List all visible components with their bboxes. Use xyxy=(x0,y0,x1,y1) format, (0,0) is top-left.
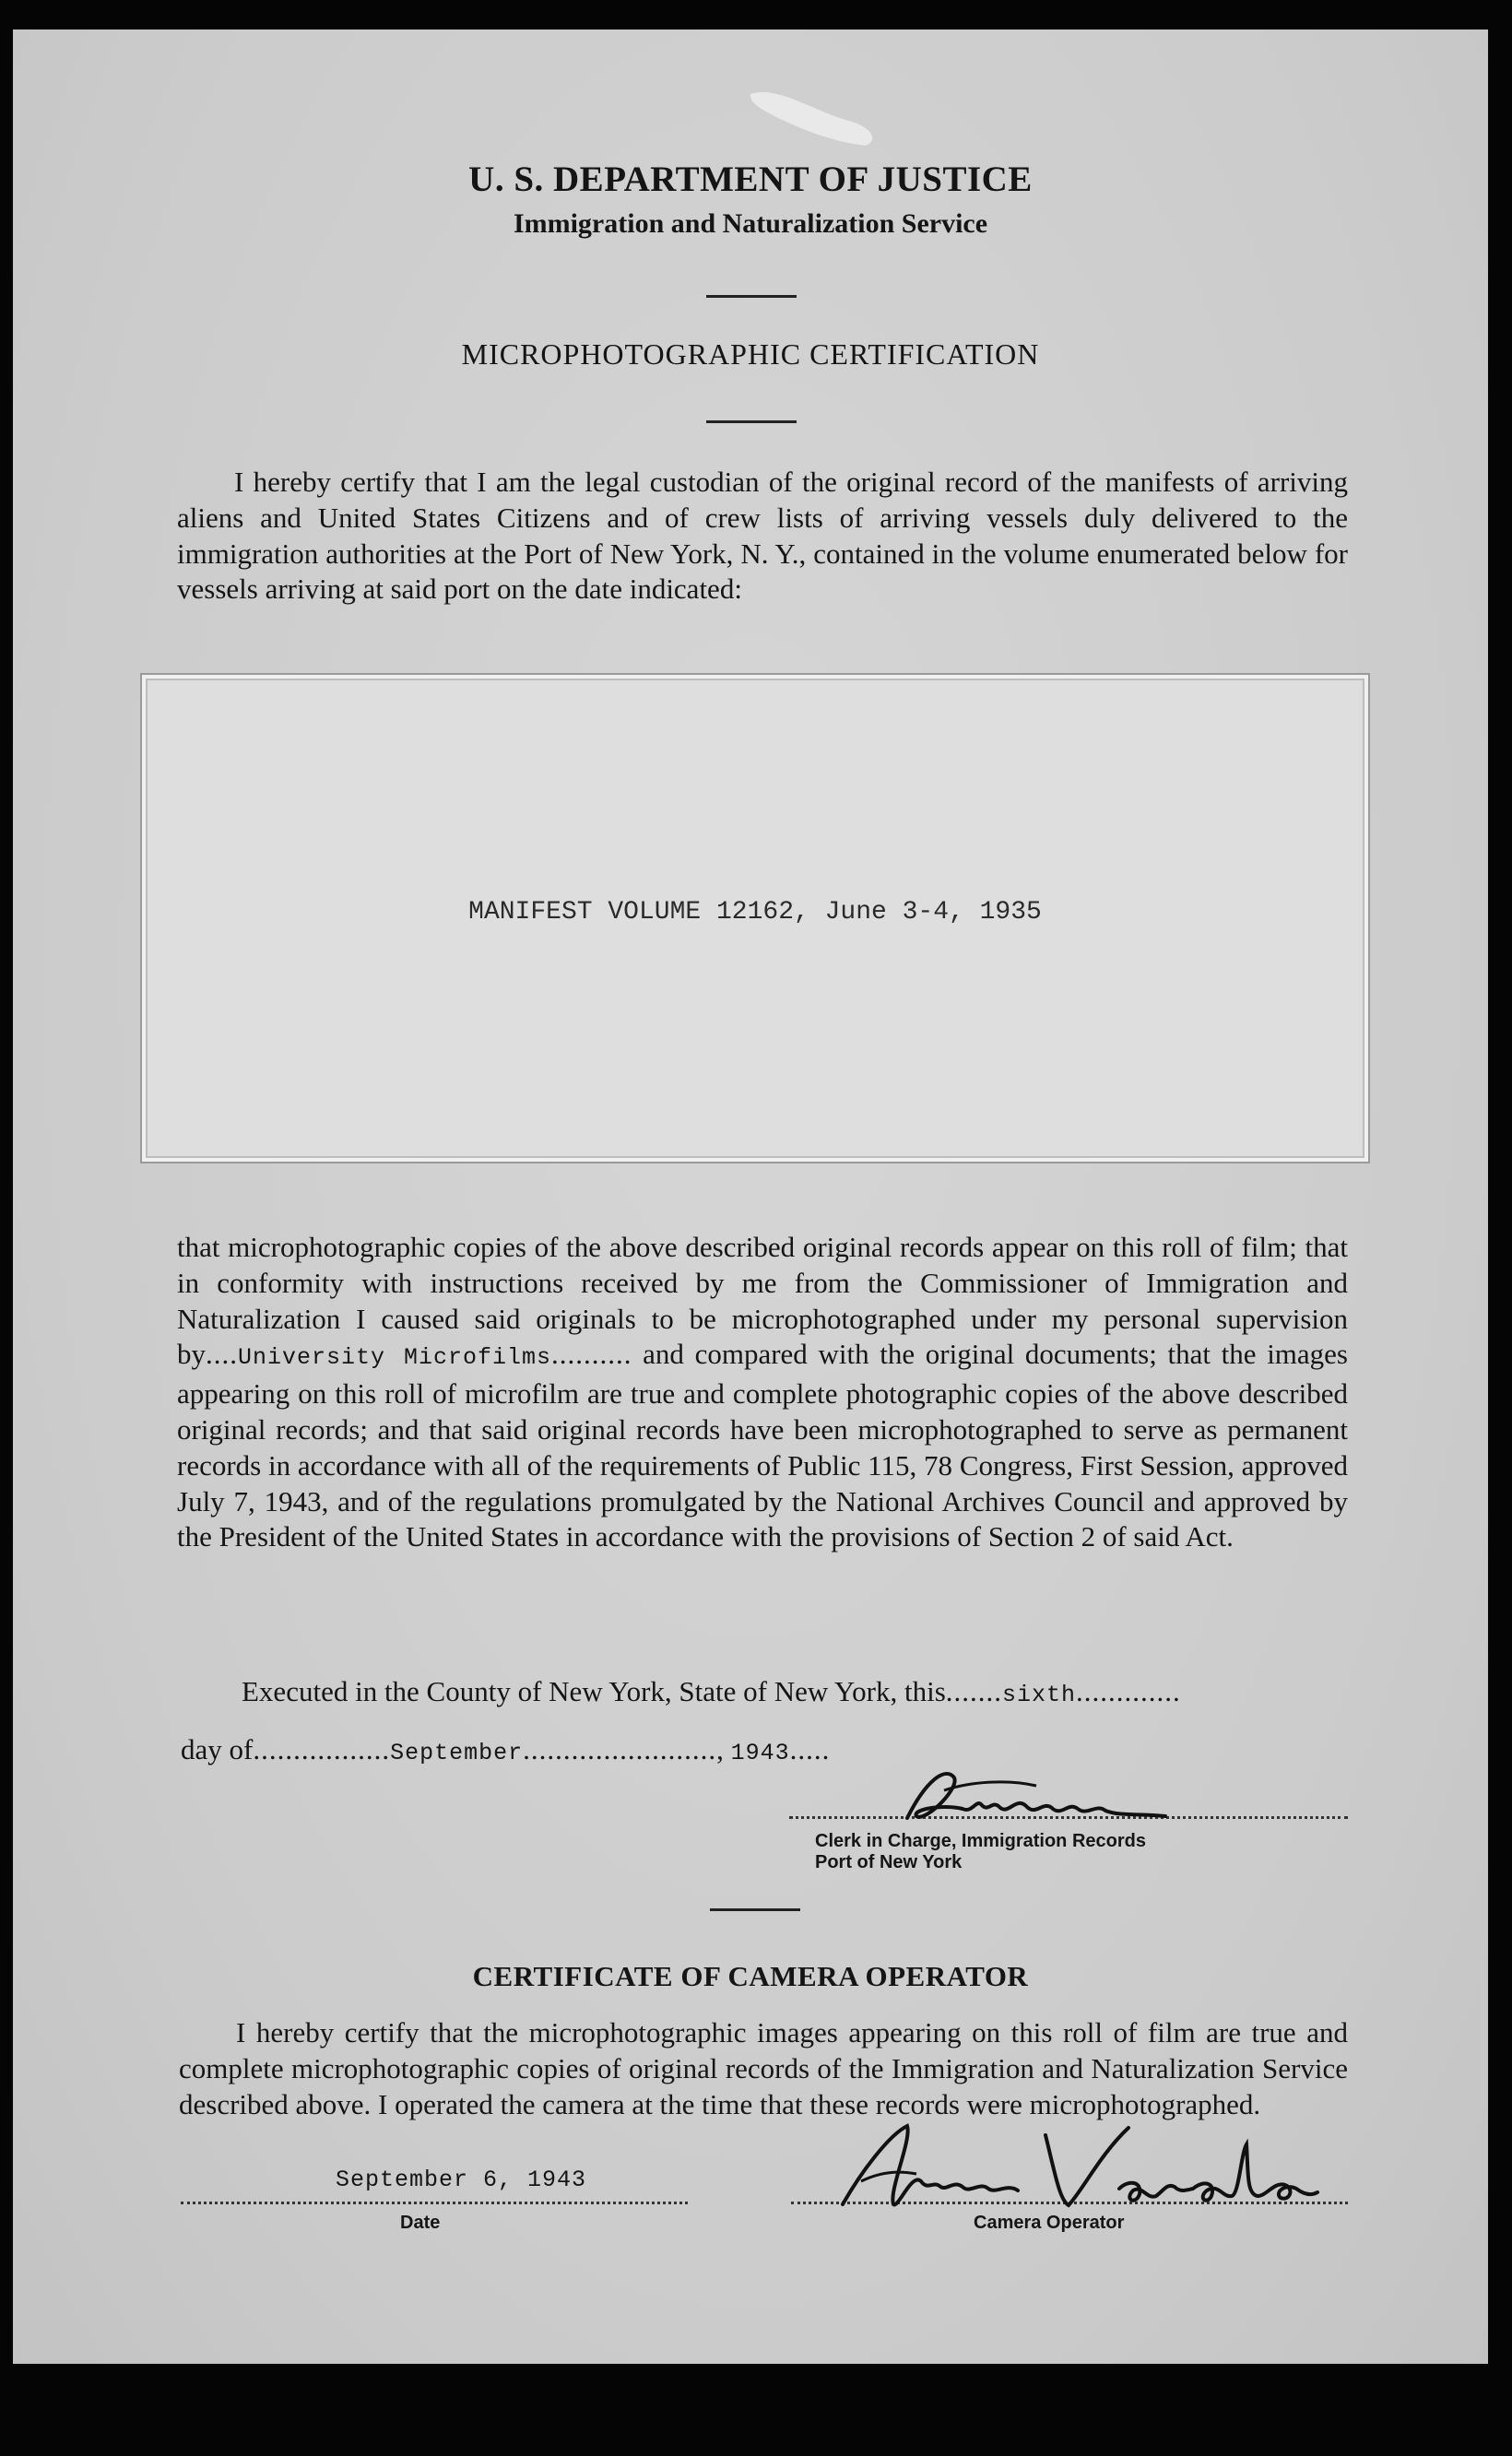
date-signature-line xyxy=(181,2202,688,2204)
divider xyxy=(710,1908,800,1911)
day-of-text: day of xyxy=(181,1733,254,1765)
manifest-volume-label: MANIFEST VOLUME 12162, June 3-4, 1935 xyxy=(468,898,1042,927)
date-label: Date xyxy=(400,2213,441,2233)
month-value: September xyxy=(390,1740,524,1766)
executed-line xyxy=(242,1675,1181,1708)
camera-certificate-title: CERTIFICATE OF CAMERA OPERATOR xyxy=(472,1960,1029,1992)
dotted-leader: ....... xyxy=(945,1675,1003,1707)
certification-text-start: that microphotographic copies of the above described original records appear on this roll of film; that in conformity with instructions received by me from the Commissioner of Immigration and Naturalization I caused said originals to be microphotographed under my personal supervision by xyxy=(177,1231,1348,1371)
certification-paragraph xyxy=(177,1230,1348,1555)
executed-text: Executed in the County of New York, State of New York, this xyxy=(242,1675,946,1707)
photographer-name: University Microfilms xyxy=(238,1344,551,1372)
year-value: 1943 xyxy=(730,1740,790,1766)
certificate-page xyxy=(13,30,1488,2364)
clerk-title: Clerk in Charge, Immigration Records xyxy=(815,1831,1146,1851)
department-title: U. S. DEPARTMENT OF JUSTICE xyxy=(468,159,1033,199)
certification-title: MICROPHOTOGRAPHIC CERTIFICATION xyxy=(461,337,1040,371)
dotted-leader: ............. xyxy=(1076,1675,1181,1707)
date-line: day of.................September........................, 1943..... xyxy=(181,1733,831,1766)
dotted-leader: ..... xyxy=(789,1733,831,1765)
day-value: sixth xyxy=(1002,1682,1077,1708)
camera-date-value: September 6, 1943 xyxy=(336,2167,587,2193)
camera-operator-label: Camera Operator xyxy=(974,2213,1125,2233)
dotted-leader: ................. xyxy=(253,1733,391,1765)
operator-signature xyxy=(824,2117,1322,2218)
dotted-leader: .......... xyxy=(550,1338,632,1371)
divider xyxy=(706,420,797,423)
dotted-leader: ........................ xyxy=(523,1733,717,1765)
clerk-signature xyxy=(889,1763,1193,1836)
clerk-label xyxy=(815,1831,1146,1873)
volume-card xyxy=(142,675,1368,1162)
custodian-paragraph: I hereby certify that I am the legal custodian of the original record of the manifests of arriving aliens and United States Citizens and of crew lists of arriving vessels duly delivered to the immigration authorities at the Port of New York, N. Y., contained in the volume enumerated below for vessels arriving at said port on the date indicated: xyxy=(177,466,1348,606)
divider xyxy=(706,295,797,298)
certification-text-end: and compared with the original documents; that the images appearing on this roll of microfilm are true and complete photographic copies of the above described original records; and that said original records have been microphotographed to serve as permanent records in accordance with all of the requirements of Public 115, 78 Congress, First Session, approved July 7, 1943, and of the regulations promulgated by the National Archives Council and approved by the President of the United States in accordance with the provisions of Section 2 of said Act. xyxy=(177,1338,1348,1553)
dotted-leader: .... xyxy=(206,1338,238,1371)
clerk-port: Port of New York xyxy=(815,1852,963,1872)
service-subtitle: Immigration and Naturalization Service xyxy=(513,208,988,239)
paper-damage-mark xyxy=(714,57,898,159)
camera-certificate-paragraph: I hereby certify that the microphotographic images appearing on this roll of film are true and complete microphotographic copies of original records of the Immigration and Naturalization Service described above. I operated the camera at the time that these records were microphotographed. xyxy=(179,2016,1348,2120)
